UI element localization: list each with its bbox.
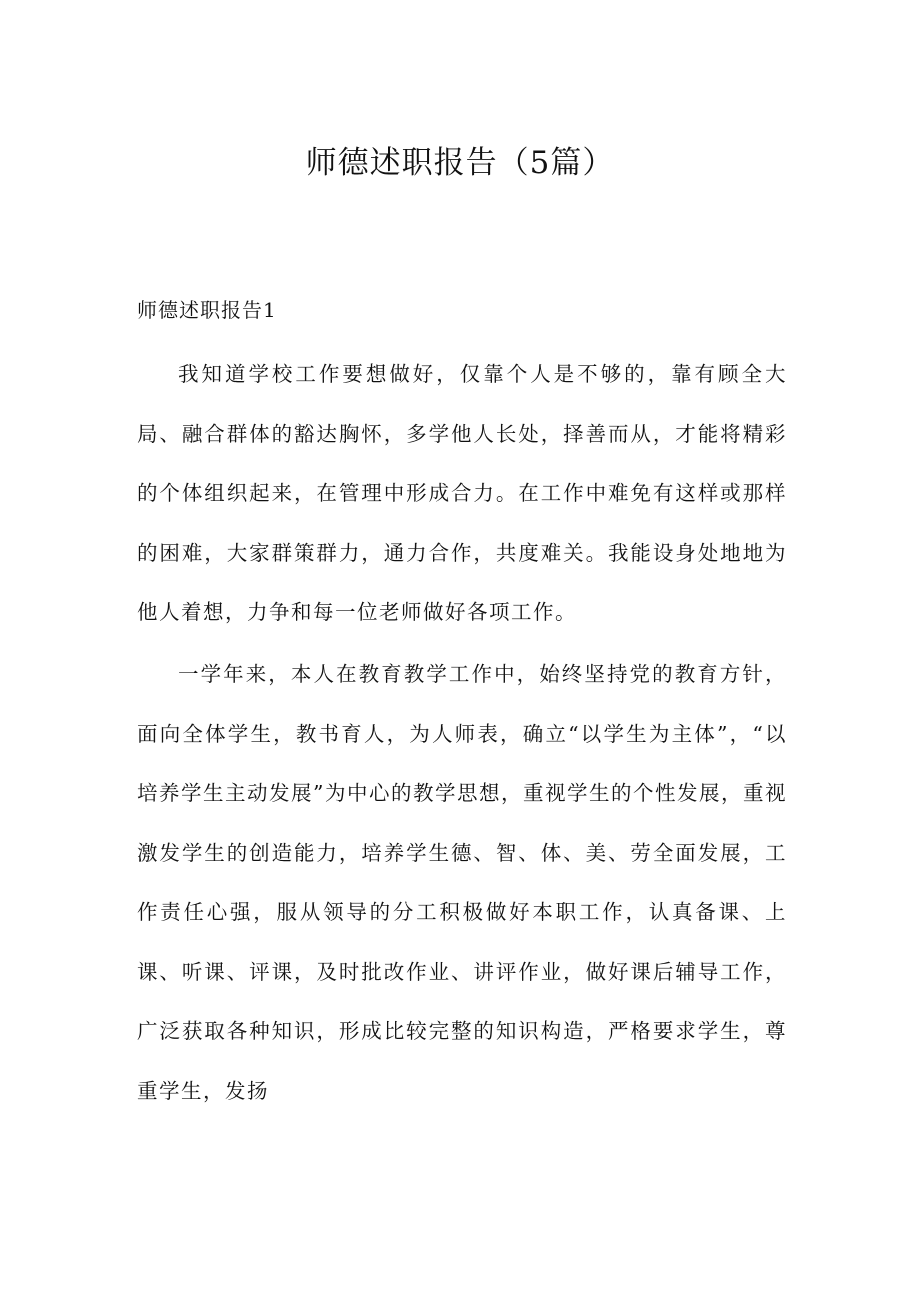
body-paragraph-1: 我知道学校工作要想做好，仅靠个人是不够的，靠有顾全大局、融合群体的豁达胸怀，多学他人长处，择善而从，才能将精彩的个体组织起来，在管理中形成合力。在工作中难免有这样或那样的困难，大家群策群力，通力合作，共度难关。我能设身处地地为他人着想，力争和每一位老师做好各项工作。 — [137, 362, 787, 624]
document-title: 师德述职报告（5篇） — [305, 145, 615, 181]
section-heading: 师德述职报告1 — [137, 298, 277, 322]
body-paragraph-2: 一学年来，本人在教育教学工作中，始终坚持党的教育方针，面向全体学生，教书育人，为人师表，确立“以学生为主体”，“以培养学生主动发展”为中心的教学思想，重视学生的个性发展，重视激发学生的创造能力，培养学生德、智、体、美、劳全面发展，工作责任心强，服从领导的分工积极做好本职工作，认真备课、上课、听课、评课，及时批改作业、讲评作业，做好课后辅导工作，广泛获取各种知识，形成比较完整的知识构造，严格要求学生，尊重学生，发扬 — [137, 662, 787, 1103]
